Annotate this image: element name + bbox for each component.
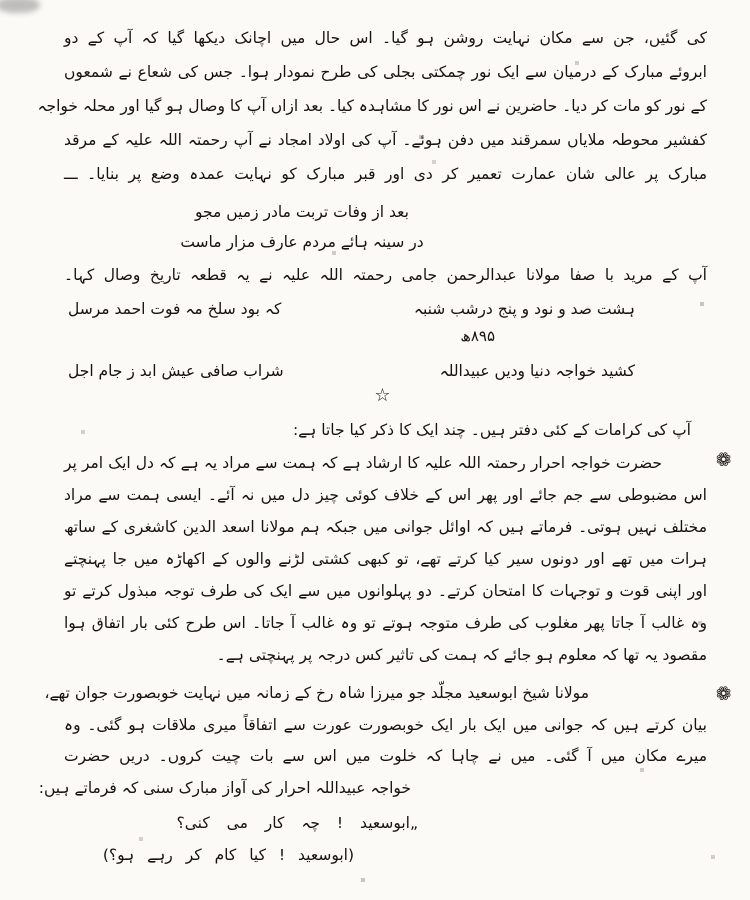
text-line: بیان کرتے ہیں کہ جوانی میں ایک بار ایک خوبصورت عورت سے اتفاقاً میری ملاقات ہو گئی۔ وہ xyxy=(64,715,707,734)
quoted-saying-farsi: „ابوسعید ! چہ کار می کنی؟ xyxy=(176,814,418,832)
karamat-paragraph-2 xyxy=(38,678,707,804)
section-ornament-icon: ❁ xyxy=(712,680,736,708)
text-line: ہرات میں تھے اور دونوں سیر کیا کرتے تھے، تو کبھی کشتی لڑنے والوں کے اکھاڑہ میں جا پہنچتے xyxy=(64,550,707,568)
qita-verse-line xyxy=(64,293,707,325)
page-text-block xyxy=(37,21,707,870)
hemistich-right: ہشت صد و نود و پنج درشب شنبہ xyxy=(413,300,635,318)
quoted-saying-urdu-translation: (ابوسعید ! کیا کام کر رہے ہو؟) xyxy=(102,846,354,864)
text-line: وہ غالب آ جاتا پھر مغلوب کی طرف متوجہ ہوتے تو وہ غالب آ جاتا۔ اس طرح کئی بار اتفاق ہوا xyxy=(64,614,707,632)
verse-line: بعد از وفات تربت مادر زمیں مجو xyxy=(195,203,409,221)
text-line: مبارک پر عالی شان عمارت تعمیر کر دی اور قبر مبارک کو نہایت عمدہ وضع پر بنایا۔ ـــ xyxy=(64,165,707,183)
text-line: اس مضبوطی سے جم جائے اور پھر اس کے خلاف کوئی چیز دل میں نہ آئے۔ ایسی ہمت سے مراد xyxy=(64,486,707,504)
karamat-section-heading: آپ کی کرامات کے کئی دفتر ہیں۔ چند ایک کا ذکر کیا جاتا ہے: xyxy=(292,421,691,439)
verse-line: در سینہ ہائے مردم عارف مزار ماست xyxy=(180,233,424,251)
text-line: مختلف نہیں ہوتی۔ فرماتے ہیں کہ اوائل جوانی میں جبکہ ہم مولانا اسعد الدین کاشغری کے ساتھ xyxy=(64,518,707,536)
text-line: کے نور کو مات کر دیا۔ حاضرین نے اس نور کا مشاہدہ کیا۔ بعد ازاں آپ کا وصال ہو گیا اور محلہ خواجہ xyxy=(37,97,707,115)
text-line: کی گئیں، جن سے مکان نہایت روشن ہو گیا۔ اس حال میں اچانک دیکھا گیا کہ آپ کے دو xyxy=(64,29,707,47)
star-divider-icon: ☆ xyxy=(374,385,391,406)
chronogram-intro-line: آپ کے مرید با صفا مولانا عبدالرحمن جامی رحمتہ اللہ علیہ نے یہ قطعہ تاریخ وصال کہا۔ xyxy=(64,266,707,284)
text-line: ابروئے مبارک کے درمیان سے ایک نور چمکتی بجلی کی طرح نمودار ہوا۔ جس کی شعاع نے شمعوں xyxy=(64,63,707,81)
hemistich-left: شراب صافی عیش ابد ز جام اجل xyxy=(68,362,284,380)
hemistich-left: کہ بود سلخ مہ فوت احمد مرسل xyxy=(68,300,282,318)
text-line: مولانا شیخ ابوسعید مجلّد جو میرزا شاہ رخ کے زمانہ میں نہایت خوبصورت جوان تھے، xyxy=(44,684,589,702)
scan-smudge xyxy=(0,0,40,13)
section-ornament-icon: ❁ xyxy=(712,446,736,474)
text-line: کفشیر محوطہ ملایاں سمرقند میں دفن ہوئے۔ آپ کی اولاد امجاد نے آپ رحمتہ اللہ علیہ کے مرقد xyxy=(64,131,707,149)
persian-couplet xyxy=(127,197,477,257)
qita-verse-line xyxy=(64,355,707,387)
text-line: حضرت خواجہ احرار رحمتہ اللہ علیہ کا ارشاد ہے کہ ہمت سے مراد یہ ہے کہ دل ایک امر پر xyxy=(64,454,662,472)
scan-dust-specks xyxy=(0,0,2,2)
text-line: میرے مکان میں آ گئی۔ میں نے چاہا کہ خلوت میں اس سے بات چیت کروں۔ دریں حضرت xyxy=(64,747,707,765)
chronogram-year: ۸۹۵ھ xyxy=(460,327,495,345)
opening-paragraph xyxy=(37,21,707,191)
text-line: اور اپنی قوت و توجہات کا امتحان کرتے۔ دو پہلوانوں میں سے ایک کی طرف توجہ مبذول کرتے تو xyxy=(64,582,707,600)
karamat-paragraph-1 xyxy=(64,447,707,671)
hemistich-right: کشید خواجہ دنیا ودیں عبیداللہ xyxy=(439,362,635,380)
text-line: مقصود یہ تھا کہ معلوم ہو جائے کہ ہمت کی تاثیر کس درجہ پر پہنچتی ہے۔ xyxy=(216,646,707,664)
text-line: خواجہ عبیداللہ احرار کی آواز مبارک سنی کہ فرماتے ہیں: xyxy=(38,778,411,797)
